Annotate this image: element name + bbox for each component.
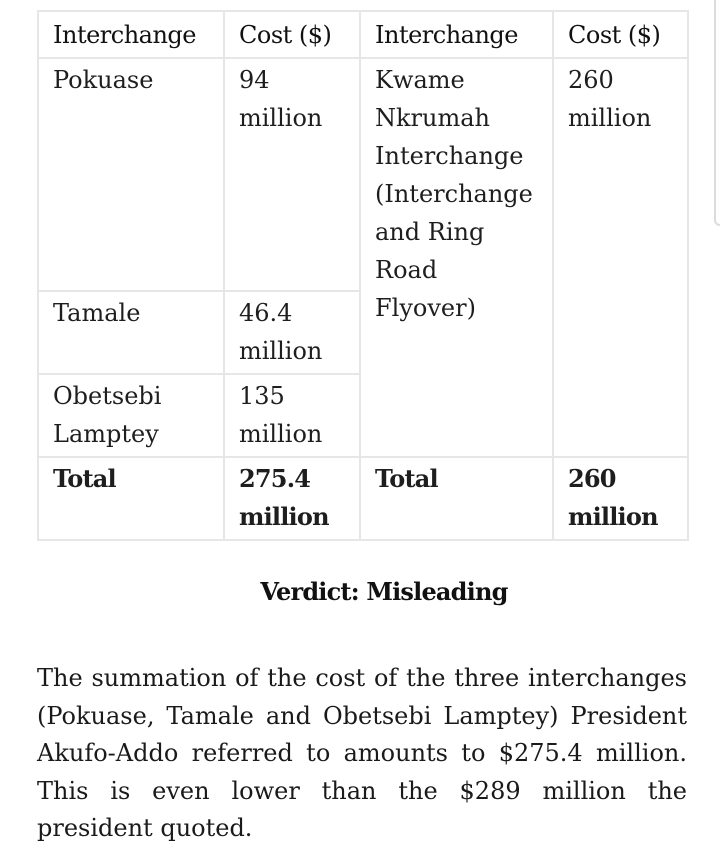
interchange-cost: 135 million [224,374,360,457]
total-value-left: 275.4 million [224,457,360,540]
verdict-heading: Verdict: Misleading [260,577,508,606]
interchange-cost: 260 million [553,58,688,457]
interchange-cost-table [37,10,689,541]
total-label-right: Total [360,457,553,540]
interchange-name: Obetsebi Lamptey [38,374,224,457]
header-cost-right: Cost ($) [553,11,688,58]
header-interchange-left: Interchange [38,11,224,58]
interchange-name: Pokuase [38,58,224,291]
interchange-name: Kwame Nkrumah Interchange (Interchange and Ring Road Flyover) [360,58,553,457]
interchange-cost: 94 million [224,58,360,291]
scrollbar-edge[interactable] [714,0,720,226]
interchange-cost: 46.4 million [224,291,360,374]
table-row [38,58,688,291]
header-cost-left: Cost ($) [224,11,360,58]
interchange-name: Tamale [38,291,224,374]
table-header-row [38,11,688,58]
article-paragraph: The summation of the cost of the three interchanges (Pokuase, Tamale and Obetsebi Lamptey) President Akufo-Addo referred to amounts to $275.4 million. This is even lower than the $289 million the president quoted. [37,664,687,842]
total-label-left: Total [38,457,224,540]
total-value-right: 260 million [553,457,688,540]
header-interchange-right: Interchange [360,11,553,58]
table-total-row [38,457,688,540]
